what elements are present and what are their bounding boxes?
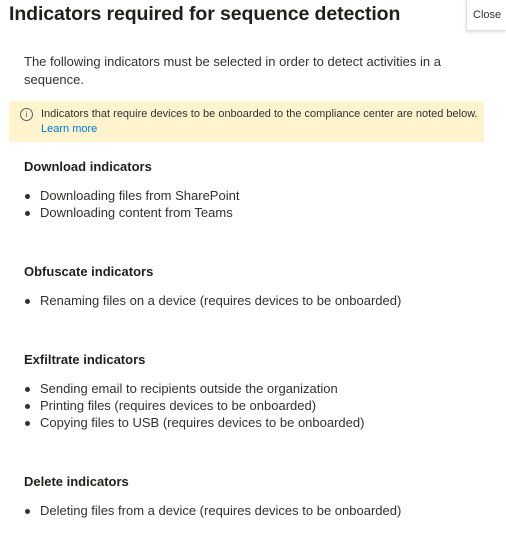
info-message [41, 107, 481, 137]
info-message-text: Indicators that require devices to be onboarded to the compliance center are noted below. [41, 108, 478, 120]
list-item-text: Deleting files from a device (requires devices to be onboarded) [40, 503, 402, 518]
section-obfuscate-indicators [24, 263, 464, 309]
indicator-list [24, 380, 464, 431]
section-download-indicators [24, 158, 464, 221]
bullet-icon [25, 509, 30, 514]
list-item-text: Sending email to recipients outside the organization [40, 381, 338, 396]
section-exfiltrate-indicators [24, 351, 464, 431]
list-item [24, 397, 464, 414]
section-heading: Exfiltrate indicators [24, 352, 146, 367]
list-item [24, 204, 464, 221]
list-item-text: Copying files to USB (requires devices to be onboarded) [40, 415, 365, 430]
section-heading: Obfuscate indicators [24, 264, 154, 279]
indicator-list [24, 187, 464, 221]
learn-more-link[interactable]: Learn more [41, 123, 98, 135]
panel-title: Indicators required for sequence detection [9, 3, 401, 25]
bullet-icon [25, 421, 30, 426]
list-item-text: Printing files (requires devices to be onboarded) [40, 398, 317, 413]
indicator-list [24, 502, 464, 519]
intro-text: The following indicators must be selected in order to detect activities in a sequence. [24, 54, 441, 87]
close-button[interactable]: Close [466, 0, 506, 31]
indicator-list [24, 292, 464, 309]
bullet-icon [25, 194, 30, 199]
section-heading: Delete indicators [24, 474, 129, 489]
list-item [24, 292, 464, 309]
section-heading: Download indicators [24, 159, 152, 174]
bullet-icon [25, 299, 30, 304]
list-item-text: Renaming files on a device (requires devices to be onboarded) [40, 293, 402, 308]
list-item [24, 414, 464, 431]
section-delete-indicators [24, 473, 464, 519]
list-item [24, 502, 464, 519]
list-item-text: Downloading content from Teams [40, 205, 233, 220]
info-icon: i [20, 108, 33, 121]
list-item [24, 187, 464, 204]
bullet-icon [25, 404, 30, 409]
list-item [24, 380, 464, 397]
bullet-icon [25, 387, 30, 392]
info-message-bar [9, 101, 484, 142]
bullet-icon [25, 211, 30, 216]
list-item-text: Downloading files from SharePoint [40, 188, 240, 203]
